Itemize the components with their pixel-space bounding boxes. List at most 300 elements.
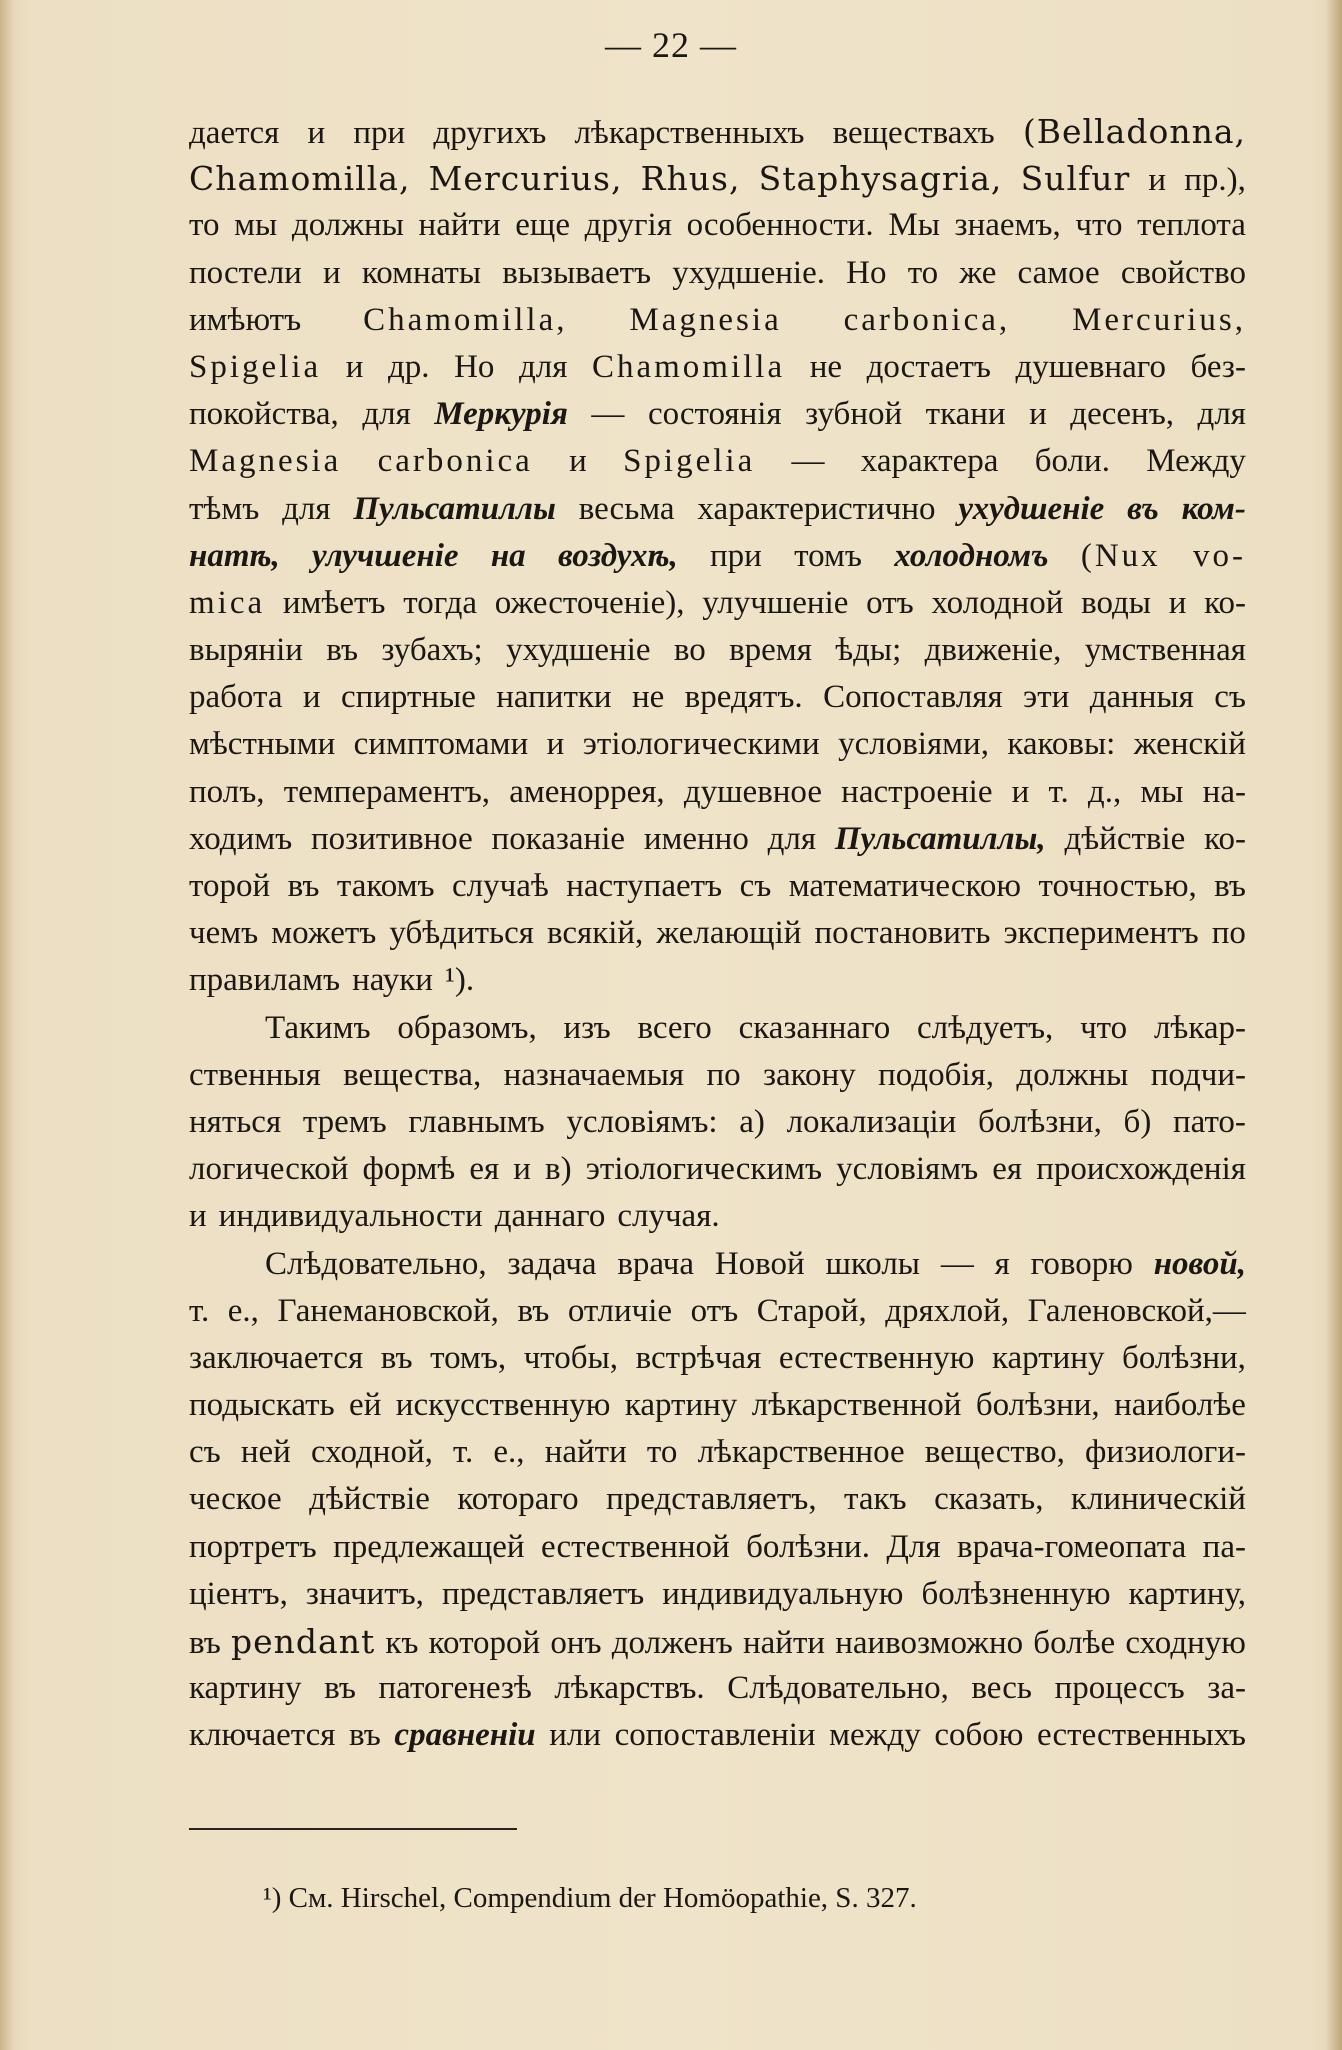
- word: Сопоставляя: [823, 679, 1003, 716]
- word: Ганемановской,: [277, 1292, 499, 1329]
- word: картину: [624, 1387, 738, 1424]
- word: физиологи-: [1085, 1434, 1246, 1471]
- word: такомъ: [336, 868, 435, 904]
- text-line: [189, 580, 1246, 627]
- word: науки: [352, 962, 433, 999]
- word: Слѣдовательно,: [727, 1670, 949, 1707]
- word: предлежащей: [333, 1528, 525, 1565]
- word: е.,: [227, 1292, 259, 1329]
- word: и: [189, 1198, 207, 1235]
- word: Chamomilla: [591, 348, 786, 385]
- word: боли.: [1034, 443, 1110, 480]
- word: пр.),: [1184, 162, 1246, 199]
- text-line: [189, 957, 1246, 1004]
- word: женскій: [1133, 726, 1246, 763]
- word: в): [545, 1151, 572, 1188]
- word: напитки: [496, 679, 612, 716]
- word: за-: [1207, 1670, 1246, 1707]
- word: лѣкарственное: [697, 1434, 905, 1471]
- word: теплота: [1137, 207, 1246, 244]
- word: спиртные: [340, 679, 476, 716]
- word: холодномъ: [894, 537, 1049, 574]
- word: условіями,: [838, 726, 989, 763]
- text-line: [189, 1524, 1246, 1571]
- word: ткани: [925, 396, 1006, 433]
- text-line: [189, 108, 1246, 155]
- word: ціентъ,: [189, 1575, 288, 1612]
- word: лѣкарственной: [751, 1387, 962, 1424]
- text-line: [189, 1241, 1246, 1288]
- word: мѣстными: [189, 726, 336, 763]
- text-line: [189, 1335, 1246, 1382]
- word: говорю: [1030, 1245, 1133, 1282]
- word: въ: [189, 1625, 221, 1661]
- word: условіямъ: [836, 1151, 979, 1188]
- text-line: [189, 1099, 1246, 1146]
- word: тѣмъ: [189, 490, 260, 527]
- word: —: [591, 396, 625, 433]
- word: pendant: [230, 1622, 376, 1661]
- word: зубной: [805, 396, 903, 433]
- word: ко-: [1204, 584, 1246, 621]
- word: Mercurius,: [428, 159, 623, 199]
- word: натѣ,: [189, 537, 280, 574]
- word: имѣютъ: [189, 301, 302, 338]
- text-line: [189, 1712, 1246, 1759]
- text-line: [189, 486, 1246, 533]
- word: покойства,: [189, 396, 339, 433]
- word: комнаты: [361, 254, 482, 291]
- word: для: [1197, 396, 1246, 433]
- word: ходимъ: [189, 820, 293, 857]
- word: Spigelia: [189, 348, 322, 385]
- word: время: [729, 632, 812, 669]
- word: подчи-: [1150, 1056, 1246, 1093]
- word: отличіе: [567, 1292, 673, 1329]
- word: въ: [517, 1292, 550, 1329]
- word: ком-: [1181, 490, 1246, 527]
- word: имѣетъ: [282, 584, 386, 621]
- word: для: [282, 490, 331, 527]
- word: показаніе: [491, 820, 626, 857]
- word: правиламъ: [189, 962, 341, 999]
- word: котораго: [457, 1481, 579, 1518]
- word: можетъ: [271, 915, 377, 952]
- word: па-: [1202, 1528, 1246, 1565]
- text-line: [189, 1005, 1246, 1052]
- word: происхожденія: [1036, 1151, 1246, 1188]
- word: томъ,: [430, 1339, 507, 1376]
- word: логической: [189, 1151, 349, 1188]
- word: случаѣ: [452, 868, 549, 904]
- word: душевное: [683, 773, 822, 810]
- word: болѣзни,: [1122, 1339, 1246, 1376]
- word: няться: [189, 1103, 282, 1140]
- word: клиническій: [1070, 1481, 1246, 1518]
- word: или: [549, 1717, 601, 1754]
- word: Staphysagria,: [758, 159, 1003, 199]
- word: е.,: [493, 1434, 525, 1471]
- word: Новой: [714, 1245, 805, 1282]
- word: ухудшеніе: [506, 632, 651, 669]
- word: экспериментъ: [1003, 915, 1199, 952]
- word: представляетъ: [441, 1575, 645, 1612]
- word: carbonica: [377, 443, 533, 480]
- word: математическою: [788, 868, 1022, 904]
- text-line: [189, 155, 1246, 202]
- word: заключается: [189, 1339, 364, 1376]
- word: болѣзненную: [921, 1575, 1111, 1612]
- word: полъ,: [189, 773, 265, 810]
- word: дряхлой,: [885, 1292, 1010, 1329]
- word: искусственную: [395, 1387, 611, 1424]
- text-line: [189, 1382, 1246, 1429]
- word: локализаціи: [786, 1103, 957, 1140]
- text-line: [189, 202, 1246, 249]
- word: естественной: [541, 1528, 730, 1565]
- text-line: [189, 533, 1246, 580]
- word: съ: [189, 1434, 221, 1471]
- word: симптомами: [353, 726, 529, 763]
- word: и: [569, 443, 587, 480]
- word: наивозможно: [835, 1625, 1024, 1661]
- word: еще: [515, 207, 570, 244]
- word: Галеновской,—: [1027, 1292, 1246, 1329]
- word: Magnesia: [629, 301, 782, 338]
- word: болѣзни,: [978, 1103, 1102, 1140]
- word: и: [1148, 162, 1167, 199]
- text-line: [189, 1476, 1246, 1523]
- word: и: [323, 254, 341, 291]
- word: ожесточеніе),: [494, 584, 685, 621]
- word: случая.: [617, 1198, 720, 1235]
- word: значитъ,: [305, 1575, 424, 1612]
- word: свойство: [1120, 254, 1246, 291]
- word: же: [959, 254, 997, 291]
- word: картину,: [1128, 1575, 1246, 1612]
- word: въ: [324, 1670, 356, 1707]
- footnote-rule: [189, 1828, 517, 1830]
- word: каковы:: [1007, 726, 1116, 763]
- word: найти: [742, 1625, 826, 1661]
- text-line: [189, 1052, 1246, 1099]
- word: веществахъ: [832, 115, 995, 151]
- word: и: [1168, 584, 1187, 621]
- word: мы: [234, 207, 278, 244]
- word: Такимъ: [265, 1009, 371, 1046]
- word: душевнаго: [1015, 348, 1166, 385]
- word: весьма: [578, 490, 675, 527]
- word: подыскать: [189, 1387, 335, 1424]
- word: позитивное: [311, 820, 473, 857]
- word: др.: [387, 348, 430, 385]
- word: лѣкар-: [1153, 1009, 1246, 1046]
- word: пато-: [1172, 1103, 1246, 1140]
- word: въ: [349, 1717, 381, 1754]
- word: постели: [189, 254, 302, 291]
- word: то: [907, 254, 939, 291]
- word: и: [302, 679, 321, 716]
- word: другихъ: [433, 115, 547, 151]
- text-line: [189, 721, 1246, 768]
- word: и: [513, 1151, 531, 1188]
- word: тогда: [403, 584, 478, 621]
- word: лѣкарствъ.: [554, 1670, 705, 1707]
- text-line: [189, 769, 1246, 816]
- word: сказать,: [934, 1481, 1044, 1518]
- word: вещества,: [343, 1056, 482, 1093]
- word: патогенезѣ: [378, 1670, 532, 1707]
- word: не: [809, 348, 842, 385]
- word: умственная: [1084, 632, 1246, 669]
- word: дѣйствіе: [1064, 820, 1186, 857]
- word: особенности.: [686, 207, 874, 244]
- word: въ: [380, 1339, 413, 1376]
- word: условіямъ:: [566, 1103, 718, 1140]
- word: воздухѣ,: [557, 537, 678, 574]
- word: ко-: [1204, 820, 1246, 857]
- word: то: [189, 207, 220, 244]
- word: движеніе,: [924, 632, 1062, 669]
- word: и: [1011, 773, 1030, 810]
- word: образомъ,: [397, 1009, 537, 1046]
- word: болѣзни,: [975, 1387, 1100, 1424]
- word: сравненіи: [394, 1717, 536, 1754]
- word: съ: [1214, 679, 1246, 716]
- word: индивидуальную: [662, 1575, 904, 1612]
- text-line: [189, 1146, 1246, 1193]
- word: новой,: [1153, 1245, 1246, 1282]
- word: найти: [418, 207, 501, 244]
- word: всякій,: [546, 915, 644, 952]
- word: Меркурія: [434, 396, 568, 433]
- word: ключается: [189, 1717, 336, 1754]
- text-line: [189, 1571, 1246, 1618]
- text-line: [189, 863, 1246, 910]
- word: Chamomilla,: [363, 301, 568, 338]
- word: то: [646, 1434, 678, 1471]
- word: томъ: [794, 537, 862, 574]
- word: вещество,: [924, 1434, 1065, 1471]
- word: сходную: [1125, 1625, 1246, 1661]
- word: ¹).: [444, 962, 475, 999]
- word: для: [767, 820, 817, 857]
- word: на: [490, 537, 526, 574]
- word: въ: [1127, 490, 1159, 527]
- word: без-: [1190, 348, 1246, 385]
- word: желающій: [656, 915, 802, 952]
- body-text: [189, 108, 1246, 1760]
- text-line: [189, 1193, 1246, 1240]
- word: Mercurius,: [1072, 301, 1246, 338]
- word: картину: [991, 1339, 1105, 1376]
- word: не: [631, 679, 665, 716]
- word: съ: [739, 868, 772, 904]
- word: даннаго: [494, 1198, 606, 1235]
- text-line: [189, 1618, 1246, 1665]
- word: наиболѣе: [1114, 1387, 1246, 1424]
- word: ея: [469, 1151, 500, 1188]
- word: врача: [617, 1245, 694, 1282]
- text-line: [189, 674, 1246, 721]
- word: тремъ: [302, 1103, 387, 1140]
- word: на-: [1202, 773, 1246, 810]
- word: процессъ: [1054, 1670, 1185, 1707]
- word: Magnesia: [189, 443, 342, 480]
- word: которой: [428, 1625, 541, 1661]
- word: убѣдиться: [389, 915, 534, 952]
- word: vo-: [1192, 537, 1246, 574]
- word: Sulfur: [1020, 159, 1131, 199]
- word: картину: [189, 1670, 302, 1707]
- word: аменоррея,: [509, 773, 665, 810]
- word: чтобы,: [523, 1339, 618, 1376]
- page-edge-right: [1326, 0, 1342, 2050]
- page-edge-left: [0, 0, 14, 2050]
- word: въ: [287, 868, 320, 904]
- word: что: [1080, 1009, 1128, 1046]
- word: представляетъ,: [606, 1481, 817, 1518]
- word: сходной,: [311, 1434, 433, 1471]
- word: ѣды;: [835, 632, 902, 669]
- word: подобія,: [878, 1056, 994, 1093]
- word: достаетъ: [866, 348, 991, 385]
- word: и: [1029, 396, 1047, 433]
- word: при: [353, 115, 406, 151]
- word: этіологическими: [582, 726, 820, 763]
- text-line: [189, 627, 1246, 674]
- word: ней: [240, 1434, 291, 1471]
- word: въ: [1214, 868, 1246, 904]
- word: задача: [507, 1245, 597, 1282]
- word: т.: [453, 1434, 474, 1471]
- word: Spigelia: [623, 443, 756, 480]
- word: портретъ: [189, 1528, 317, 1565]
- word: сопоставленіи: [614, 1717, 816, 1754]
- word: весь: [971, 1670, 1032, 1707]
- word: такъ: [844, 1481, 907, 1518]
- word: что: [1075, 207, 1123, 244]
- word: найти: [544, 1434, 627, 1471]
- word: формѣ: [362, 1151, 456, 1188]
- word: —: [791, 443, 825, 480]
- text-line: [189, 250, 1246, 297]
- word: Пульсатиллы: [353, 490, 556, 527]
- word: ей: [349, 1387, 382, 1424]
- word: для: [362, 396, 411, 433]
- word: ческое: [189, 1481, 282, 1518]
- word: Мы: [888, 207, 940, 244]
- word: болѣзни.: [746, 1528, 870, 1565]
- word: слѣдуетъ,: [917, 1009, 1054, 1046]
- word: (Nux: [1080, 537, 1161, 574]
- word: постановить: [814, 915, 991, 952]
- word: Rhus,: [640, 159, 741, 199]
- word: другія: [584, 207, 672, 244]
- word: главнымъ: [408, 1103, 545, 1140]
- word: индивидуальности: [218, 1198, 483, 1235]
- word: ственныя: [189, 1056, 321, 1093]
- word: должны: [1016, 1056, 1129, 1093]
- word: должны: [291, 207, 404, 244]
- word: изъ: [563, 1009, 611, 1046]
- word: между: [829, 1717, 921, 1754]
- word: состоянія: [647, 396, 782, 433]
- word: а): [739, 1103, 765, 1140]
- word: Но: [454, 348, 495, 385]
- text-line: [189, 391, 1246, 438]
- word: для: [518, 348, 568, 385]
- word: естественную: [778, 1339, 975, 1376]
- text-line: [189, 910, 1246, 957]
- word: этіологическимъ: [585, 1151, 823, 1188]
- word: самое: [1017, 254, 1100, 291]
- word: холодной: [931, 584, 1064, 621]
- word: точностью,: [1038, 868, 1197, 904]
- word: настроеніе: [841, 773, 993, 810]
- word: болѣе: [1033, 1625, 1116, 1661]
- word: мы: [1140, 773, 1184, 810]
- word: во: [673, 632, 706, 669]
- word: д.,: [1087, 773, 1122, 810]
- text-line: [189, 816, 1246, 863]
- word: эти: [1023, 679, 1070, 716]
- word: (Belladonna,: [1022, 112, 1246, 151]
- word: даетcя: [189, 115, 280, 151]
- word: Пульсатиллы,: [834, 820, 1046, 857]
- word: выряніи: [189, 632, 303, 669]
- word: Для: [886, 1528, 941, 1565]
- word: я: [994, 1245, 1010, 1282]
- word: знаемъ,: [954, 207, 1061, 244]
- word: ухудшеніе.: [672, 254, 825, 291]
- text-line: [189, 1665, 1246, 1712]
- word: улучшеніе: [312, 537, 459, 574]
- word: —: [940, 1245, 974, 1282]
- word: школы: [825, 1245, 920, 1282]
- word: при: [710, 537, 762, 574]
- word: ухудшеніе: [958, 490, 1105, 527]
- word: назначаемыя: [503, 1056, 685, 1093]
- word: наступаетъ: [566, 868, 723, 904]
- word: темпераментъ,: [283, 773, 491, 810]
- word: вредятъ.: [684, 679, 803, 716]
- word: улучшеніе: [702, 584, 849, 621]
- text-line: [189, 297, 1246, 344]
- word: въ: [326, 632, 359, 669]
- word: долженъ: [611, 1625, 733, 1661]
- word: т.: [1048, 773, 1069, 810]
- word: работа: [189, 679, 283, 716]
- word: и: [345, 348, 364, 385]
- word: закону: [763, 1056, 856, 1093]
- word: воды: [1081, 584, 1151, 621]
- word: отъ: [690, 1292, 739, 1329]
- text-line: [189, 1429, 1246, 1476]
- word: собою: [934, 1717, 1024, 1754]
- word: чемъ: [189, 915, 259, 952]
- word: онъ: [550, 1625, 602, 1661]
- word: встрѣчая: [635, 1339, 762, 1376]
- word: лѣкарственныхъ: [574, 115, 805, 151]
- word: и: [307, 115, 326, 151]
- word: характеристично: [697, 490, 936, 527]
- word: и: [546, 726, 565, 763]
- word: ея: [992, 1151, 1023, 1188]
- page-number: — 22 —: [605, 25, 737, 65]
- word: вызываетъ: [502, 254, 652, 291]
- word: Между: [1146, 443, 1246, 480]
